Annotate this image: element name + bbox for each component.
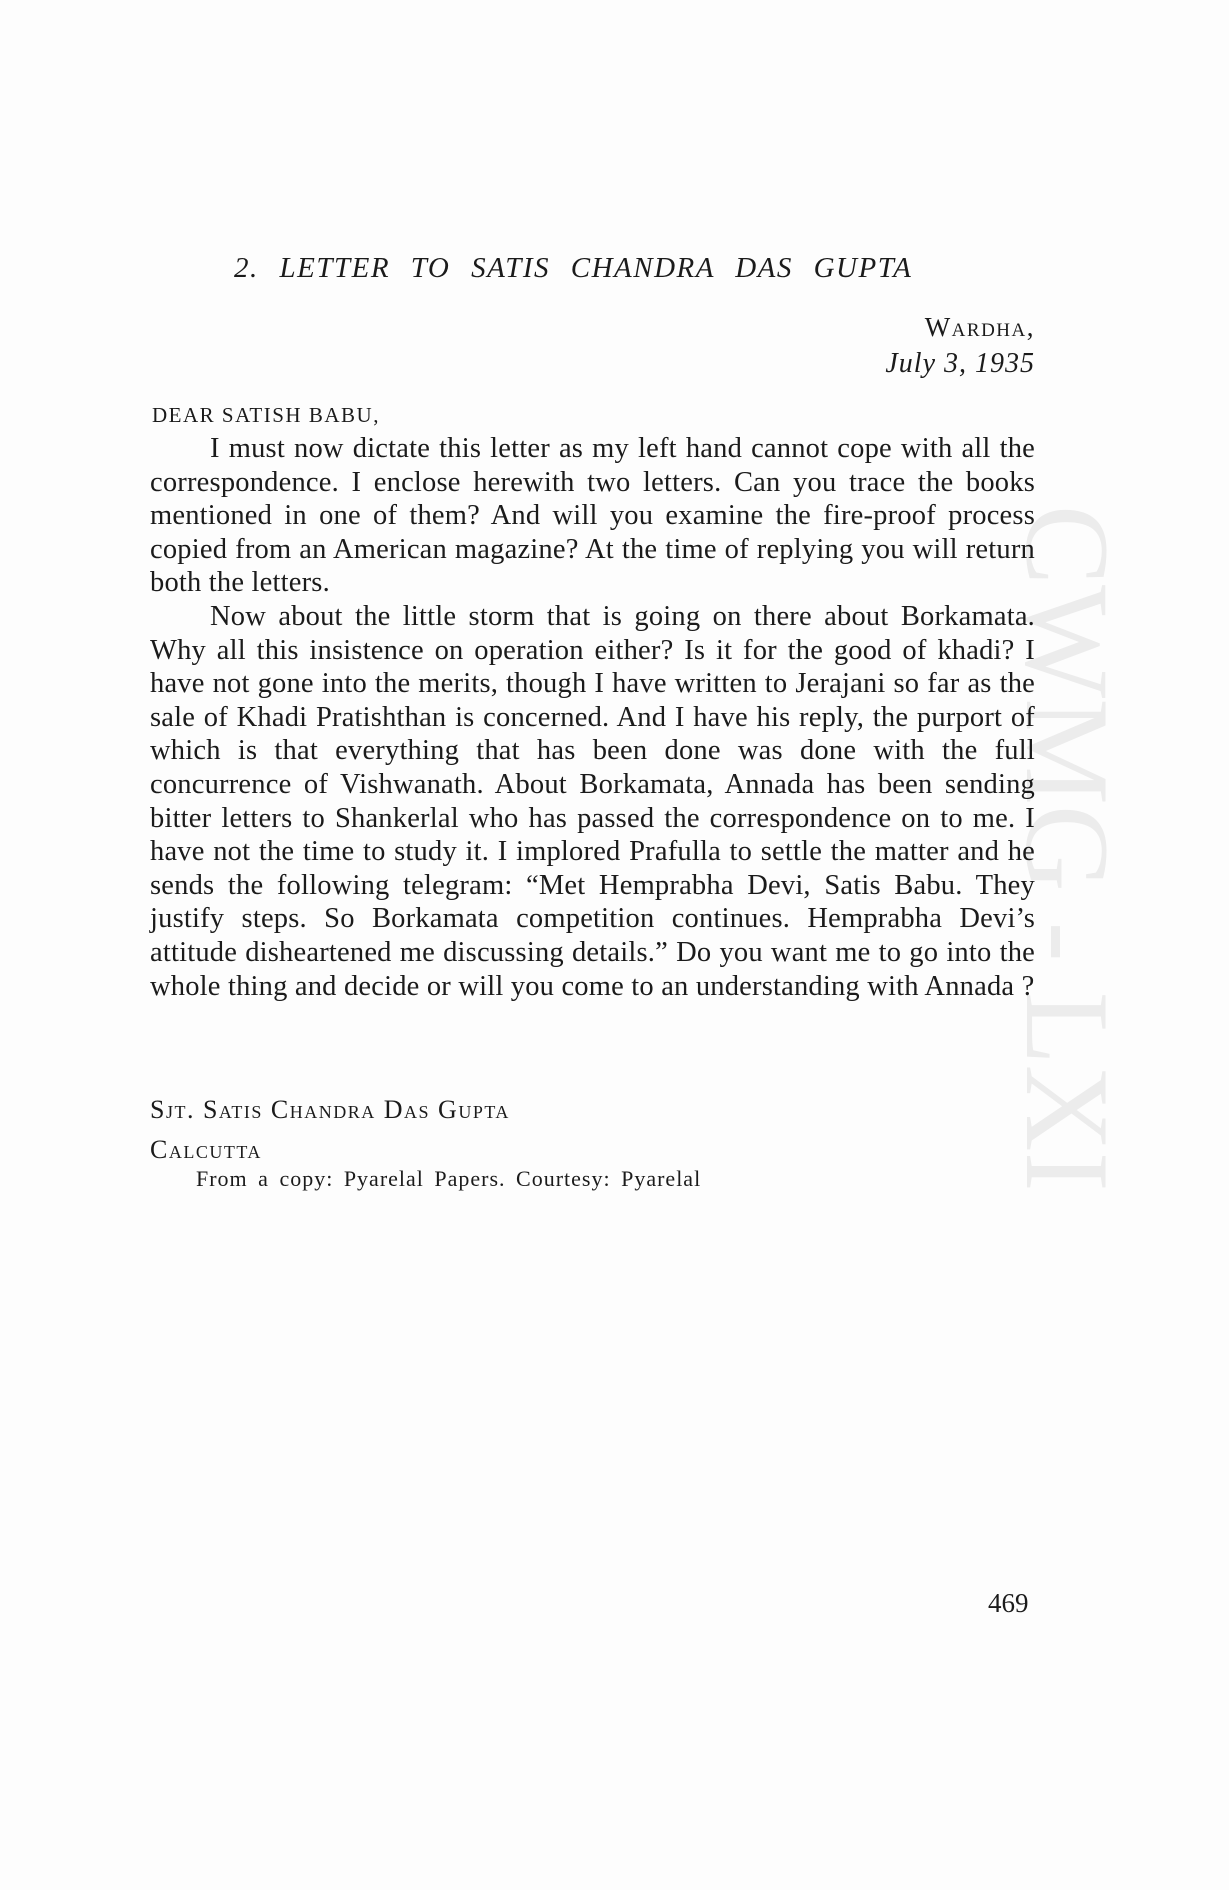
addressee-city: Calcutta: [150, 1135, 262, 1164]
letter-title: 2. LETTER TO SATIS CHANDRA DAS GUPTA: [234, 252, 913, 284]
letter-date: July 3, 1935: [885, 348, 1035, 379]
addressee-block: [150, 1090, 510, 1170]
letter-body: [150, 432, 1035, 1003]
watermark: CWMG - LXI: [1001, 505, 1134, 1192]
salutation: DEAR SATISH BABU,: [152, 403, 380, 427]
addressee-name: Sjt. Satis Chandra Das Gupta: [150, 1095, 510, 1124]
letter-place: Wardha,: [924, 312, 1035, 342]
page-number: 469: [988, 1588, 1029, 1618]
paragraph-1: I must now dictate this letter as my left hand cannot cope with all the correspondence. I enclose herewith two letters. Can you trace the books mentioned in one of them? And will you examine the fire-proof process copied from an American magazine? At the time of replying you will return both the letters.: [150, 433, 1035, 599]
paragraph-2: Now about the little storm that is going on there about Borkamata. Why all this insistence on operation either? Is it for the good of khadi? I have not gone into the merits, though I have written to Jerajani so far as the sale of Khadi Pratishthan is concerned. And I have his reply, the purport of which is that everything that has been done was done with the full concurrence of Vishwanath. About Borkamata, Annada has been sending bitter letters to Shankerlal who has passed the correspondence on to me. I have not the time to study it. I implored Prafulla to settle the matter and he sends the following telegram: “Met Hemprabha Devi, Satis Babu. They justify steps. So Borkamata competition continues. Hemprabha Devi’s attitude disheartened me discussing details.” Do you want me to go into the whole thing and decide or will you come to an understanding with Annada ?: [150, 600, 1035, 1002]
source-note: From a copy: Pyarelal Papers. Courtesy: Pyarelal: [196, 1166, 702, 1191]
